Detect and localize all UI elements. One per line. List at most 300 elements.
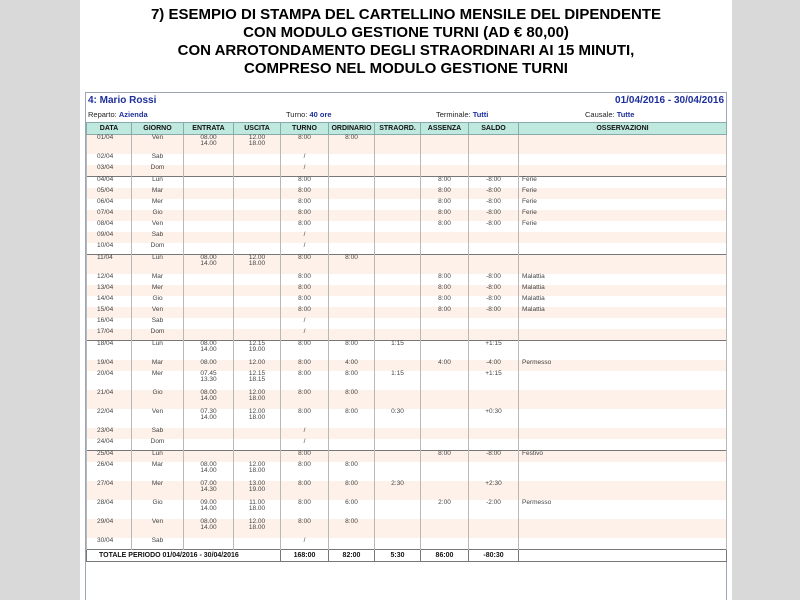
- cell-uscita: [234, 210, 281, 221]
- totals-osservazioni: [519, 550, 727, 562]
- turno-label: Turno:: [286, 110, 308, 119]
- cell-saldo: -8:00: [469, 296, 519, 307]
- cell-entrata: [184, 307, 234, 318]
- table-row: [87, 221, 727, 232]
- cell-osservazioni: Permesso: [519, 500, 727, 519]
- cell-day: Mer: [132, 371, 184, 390]
- cell-entrata: [184, 165, 234, 177]
- causale-field: [585, 110, 634, 119]
- cell-osservazioni: [519, 439, 727, 451]
- cell-straord: [375, 451, 421, 463]
- table-row: [87, 318, 727, 329]
- cell-ordinario: [329, 274, 375, 285]
- cell-assenza: [421, 154, 469, 165]
- cell-entrata: [184, 439, 234, 451]
- cell-date: 22/04: [87, 409, 132, 428]
- cell-assenza: [421, 519, 469, 538]
- cell-date: 18/04: [87, 341, 132, 361]
- cell-day: Ven: [132, 519, 184, 538]
- cell-ordinario: [329, 318, 375, 329]
- cell-osservazioni: Malattia: [519, 307, 727, 318]
- cell-assenza: [421, 538, 469, 550]
- table-row: [87, 296, 727, 307]
- col-header-uscita: USCITA: [234, 123, 281, 135]
- cell-uscita: 12.00 18.00: [234, 519, 281, 538]
- cell-osservazioni: [519, 243, 727, 255]
- cell-date: 14/04: [87, 296, 132, 307]
- cell-turno: /: [281, 329, 329, 341]
- cell-osservazioni: [519, 519, 727, 538]
- cell-straord: [375, 243, 421, 255]
- table-row: [87, 177, 727, 189]
- cell-date: 28/04: [87, 500, 132, 519]
- monthly-timecard: [85, 92, 727, 600]
- cell-turno: /: [281, 154, 329, 165]
- cell-ordinario: 8:00: [329, 409, 375, 428]
- cell-turno: /: [281, 243, 329, 255]
- cell-entrata: [184, 243, 234, 255]
- cell-straord: [375, 538, 421, 550]
- cell-straord: [375, 274, 421, 285]
- cell-osservazioni: Ferie: [519, 177, 727, 189]
- cell-straord: 1:15: [375, 371, 421, 390]
- cell-uscita: [234, 329, 281, 341]
- totals-turno: 168:00: [281, 550, 329, 562]
- cell-entrata: [184, 154, 234, 165]
- cell-saldo: +1:15: [469, 371, 519, 390]
- cell-osservazioni: [519, 371, 727, 390]
- cell-assenza: 4:00: [421, 360, 469, 371]
- table-row: [87, 274, 727, 285]
- cell-uscita: [234, 274, 281, 285]
- cell-uscita: 13.00 19.00: [234, 481, 281, 500]
- cell-saldo: -8:00: [469, 451, 519, 463]
- cell-entrata: 07.45 13.30: [184, 371, 234, 390]
- cell-osservazioni: Permesso: [519, 360, 727, 371]
- cell-uscita: [234, 154, 281, 165]
- cell-straord: [375, 232, 421, 243]
- cell-assenza: 8:00: [421, 188, 469, 199]
- cell-straord: [375, 519, 421, 538]
- cell-entrata: 08.00 14.00: [184, 255, 234, 275]
- reparto-label: Reparto:: [88, 110, 117, 119]
- cell-ordinario: 4:00: [329, 360, 375, 371]
- cell-straord: [375, 255, 421, 275]
- cell-ordinario: [329, 188, 375, 199]
- cell-entrata: 08.00 14.00: [184, 462, 234, 481]
- cell-osservazioni: [519, 462, 727, 481]
- totals-label: TOTALE PERIODO 01/04/2016 - 30/04/2016: [87, 550, 281, 562]
- causale-label: Causale:: [585, 110, 615, 119]
- cell-turno: 8:00: [281, 285, 329, 296]
- cell-osservazioni: Ferie: [519, 199, 727, 210]
- cell-day: Dom: [132, 243, 184, 255]
- cell-entrata: 08.00: [184, 360, 234, 371]
- cell-osservazioni: Festivo: [519, 451, 727, 463]
- cell-date: 15/04: [87, 307, 132, 318]
- cell-straord: [375, 177, 421, 189]
- table-row: [87, 285, 727, 296]
- cell-day: Sab: [132, 154, 184, 165]
- cell-ordinario: 8:00: [329, 519, 375, 538]
- cell-saldo: -8:00: [469, 177, 519, 189]
- cell-date: 25/04: [87, 451, 132, 463]
- cell-assenza: 8:00: [421, 210, 469, 221]
- cell-uscita: [234, 296, 281, 307]
- cell-assenza: [421, 439, 469, 451]
- cell-osservazioni: Ferie: [519, 188, 727, 199]
- table-row: [87, 154, 727, 165]
- cell-day: Lun: [132, 451, 184, 463]
- table-row: [87, 371, 727, 390]
- cell-turno: 8:00: [281, 481, 329, 500]
- cell-turno: 8:00: [281, 274, 329, 285]
- cell-day: Mer: [132, 481, 184, 500]
- cell-date: 20/04: [87, 371, 132, 390]
- cell-saldo: [469, 329, 519, 341]
- col-header-entrata: ENTRATA: [184, 123, 234, 135]
- cell-day: Gio: [132, 296, 184, 307]
- cell-assenza: [421, 371, 469, 390]
- cell-saldo: [469, 390, 519, 409]
- cell-straord: [375, 154, 421, 165]
- cell-turno: 8:00: [281, 390, 329, 409]
- cell-entrata: 08.00 14.00: [184, 390, 234, 409]
- cell-turno: 8:00: [281, 341, 329, 361]
- cell-uscita: 12.00 18.00: [234, 462, 281, 481]
- terminale-label: Terminale:: [436, 110, 471, 119]
- cell-saldo: [469, 135, 519, 155]
- cell-osservazioni: [519, 165, 727, 177]
- cell-day: Ven: [132, 135, 184, 155]
- cell-assenza: 8:00: [421, 296, 469, 307]
- cell-ordinario: [329, 307, 375, 318]
- cell-assenza: 8:00: [421, 451, 469, 463]
- table-row: [87, 199, 727, 210]
- cell-entrata: [184, 274, 234, 285]
- cell-date: 02/04: [87, 154, 132, 165]
- cell-uscita: [234, 318, 281, 329]
- cell-straord: [375, 390, 421, 409]
- cell-osservazioni: [519, 428, 727, 439]
- cell-straord: [375, 318, 421, 329]
- cell-straord: [375, 285, 421, 296]
- cell-saldo: -8:00: [469, 307, 519, 318]
- cell-date: 09/04: [87, 232, 132, 243]
- cell-osservazioni: [519, 538, 727, 550]
- cell-day: Ven: [132, 221, 184, 232]
- cell-osservazioni: [519, 154, 727, 165]
- table-row: [87, 451, 727, 463]
- col-header-turno: TURNO: [281, 123, 329, 135]
- cell-assenza: 8:00: [421, 177, 469, 189]
- cell-assenza: [421, 135, 469, 155]
- table-row: [87, 428, 727, 439]
- title-line-3: CON ARROTONDAMENTO DEGLI STRAORDINARI AI 15 MINUTI,: [177, 42, 635, 59]
- cell-osservazioni: [519, 409, 727, 428]
- cell-assenza: [421, 232, 469, 243]
- col-header-assenza: ASSENZA: [421, 123, 469, 135]
- cell-date: 26/04: [87, 462, 132, 481]
- table-row: [87, 210, 727, 221]
- cell-entrata: [184, 221, 234, 232]
- cell-date: 07/04: [87, 210, 132, 221]
- cell-day: Mar: [132, 274, 184, 285]
- cell-uscita: [234, 243, 281, 255]
- cell-ordinario: [329, 538, 375, 550]
- cell-ordinario: 8:00: [329, 371, 375, 390]
- cell-uscita: [234, 188, 281, 199]
- cell-entrata: [184, 318, 234, 329]
- cell-date: 05/04: [87, 188, 132, 199]
- cell-uscita: 12.00 18.00: [234, 409, 281, 428]
- cell-entrata: [184, 538, 234, 550]
- title-line-4: COMPRESO NEL MODULO GESTIONE TURNI: [244, 60, 568, 77]
- table-row: [87, 481, 727, 500]
- cell-day: Ven: [132, 307, 184, 318]
- totals-ordinario: 82:00: [329, 550, 375, 562]
- totals-saldo: -80:30: [469, 550, 519, 562]
- cell-day: Mar: [132, 360, 184, 371]
- cell-turno: 8:00: [281, 177, 329, 189]
- cell-assenza: [421, 462, 469, 481]
- terminale-field: [436, 110, 488, 119]
- table-row: [87, 500, 727, 519]
- cell-date: 19/04: [87, 360, 132, 371]
- reparto-value: Azienda: [118, 110, 148, 119]
- cell-osservazioni: [519, 135, 727, 155]
- cell-uscita: [234, 177, 281, 189]
- table-row: [87, 329, 727, 341]
- cell-saldo: [469, 232, 519, 243]
- filter-info-row: [88, 109, 724, 121]
- cell-osservazioni: [519, 255, 727, 275]
- cell-ordinario: [329, 199, 375, 210]
- cell-date: 06/04: [87, 199, 132, 210]
- cell-straord: [375, 188, 421, 199]
- cell-saldo: -8:00: [469, 221, 519, 232]
- cell-straord: [375, 210, 421, 221]
- cell-saldo: [469, 519, 519, 538]
- cell-date: 04/04: [87, 177, 132, 189]
- cell-assenza: 8:00: [421, 221, 469, 232]
- cell-assenza: [421, 318, 469, 329]
- cell-day: Sab: [132, 232, 184, 243]
- cell-turno: 8:00: [281, 409, 329, 428]
- cell-osservazioni: Malattia: [519, 296, 727, 307]
- table-row: [87, 341, 727, 361]
- cell-uscita: [234, 165, 281, 177]
- cell-date: 01/04: [87, 135, 132, 155]
- table-row: [87, 232, 727, 243]
- cell-ordinario: [329, 439, 375, 451]
- cell-turno: /: [281, 538, 329, 550]
- cell-osservazioni: Ferie: [519, 210, 727, 221]
- cell-entrata: [184, 329, 234, 341]
- cell-entrata: 09.00 14.00: [184, 500, 234, 519]
- cell-date: 10/04: [87, 243, 132, 255]
- cell-assenza: [421, 341, 469, 361]
- cell-turno: 8:00: [281, 255, 329, 275]
- cell-entrata: [184, 177, 234, 189]
- cell-saldo: -8:00: [469, 199, 519, 210]
- cell-saldo: [469, 243, 519, 255]
- cell-turno: 8:00: [281, 500, 329, 519]
- cell-osservazioni: Ferie: [519, 221, 727, 232]
- cell-date: 13/04: [87, 285, 132, 296]
- totals-assenza: 86:00: [421, 550, 469, 562]
- col-header-saldo: SALDO: [469, 123, 519, 135]
- table-row: [87, 307, 727, 318]
- cell-day: Mar: [132, 188, 184, 199]
- cell-assenza: 2:00: [421, 500, 469, 519]
- table-row: [87, 165, 727, 177]
- col-header-ordinario: ORDINARIO: [329, 123, 375, 135]
- cell-saldo: -8:00: [469, 188, 519, 199]
- cell-day: Ven: [132, 409, 184, 428]
- cell-entrata: 07.30 14.00: [184, 409, 234, 428]
- table-row: [87, 439, 727, 451]
- cell-osservazioni: [519, 329, 727, 341]
- cell-straord: [375, 135, 421, 155]
- cell-uscita: [234, 285, 281, 296]
- cell-uscita: 12.00 18.00: [234, 390, 281, 409]
- document-page: [80, 0, 732, 600]
- cell-turno: 8:00: [281, 519, 329, 538]
- cell-uscita: [234, 538, 281, 550]
- document-title: [80, 6, 732, 78]
- cell-straord: [375, 221, 421, 232]
- employee-header: [88, 94, 724, 108]
- cell-assenza: 8:00: [421, 199, 469, 210]
- cell-turno: 8:00: [281, 462, 329, 481]
- employee-name: 4: Mario Rossi: [88, 95, 157, 106]
- cell-ordinario: 8:00: [329, 341, 375, 361]
- cell-saldo: -8:00: [469, 274, 519, 285]
- cell-saldo: +2:30: [469, 481, 519, 500]
- cell-turno: /: [281, 318, 329, 329]
- cell-uscita: 12.00: [234, 360, 281, 371]
- cell-ordinario: [329, 329, 375, 341]
- cell-turno: /: [281, 428, 329, 439]
- cell-ordinario: [329, 232, 375, 243]
- cell-osservazioni: [519, 341, 727, 361]
- title-line-1: 7) ESEMPIO DI STAMPA DEL CARTELLINO MENSILE DEL DIPENDENTE: [150, 6, 662, 23]
- cell-ordinario: [329, 177, 375, 189]
- table-row: [87, 390, 727, 409]
- cell-turno: 8:00: [281, 360, 329, 371]
- cell-ordinario: 6:00: [329, 500, 375, 519]
- cell-saldo: [469, 154, 519, 165]
- table-row: [87, 255, 727, 275]
- cell-uscita: 12.00 18.00: [234, 135, 281, 155]
- cell-ordinario: 8:00: [329, 255, 375, 275]
- table-row: [87, 360, 727, 371]
- cell-date: 23/04: [87, 428, 132, 439]
- cell-turno: 8:00: [281, 451, 329, 463]
- cell-day: Lun: [132, 341, 184, 361]
- reparto-field: [88, 110, 148, 119]
- cell-saldo: +0:30: [469, 409, 519, 428]
- col-header-straord: STRAORD.: [375, 123, 421, 135]
- cell-day: Mer: [132, 285, 184, 296]
- cell-date: 30/04: [87, 538, 132, 550]
- cell-uscita: 12.00 18.00: [234, 255, 281, 275]
- cell-assenza: [421, 165, 469, 177]
- cell-entrata: [184, 296, 234, 307]
- cell-uscita: 11.00 18.00: [234, 500, 281, 519]
- cell-assenza: [421, 255, 469, 275]
- cell-assenza: [421, 409, 469, 428]
- cell-ordinario: 8:00: [329, 481, 375, 500]
- cell-day: Sab: [132, 318, 184, 329]
- cell-ordinario: [329, 428, 375, 439]
- cell-entrata: 07.00 14.30: [184, 481, 234, 500]
- cell-saldo: [469, 428, 519, 439]
- cell-straord: [375, 307, 421, 318]
- cell-assenza: [421, 329, 469, 341]
- table-row: [87, 519, 727, 538]
- cell-entrata: [184, 428, 234, 439]
- cell-day: Dom: [132, 329, 184, 341]
- cell-straord: 1:15: [375, 341, 421, 361]
- table-row: [87, 409, 727, 428]
- cell-turno: /: [281, 439, 329, 451]
- cell-day: Dom: [132, 165, 184, 177]
- cell-saldo: [469, 318, 519, 329]
- cell-straord: [375, 428, 421, 439]
- cell-straord: [375, 462, 421, 481]
- cell-day: Gio: [132, 500, 184, 519]
- cell-day: Gio: [132, 210, 184, 221]
- table-row: [87, 243, 727, 255]
- cell-turno: 8:00: [281, 188, 329, 199]
- cell-day: Lun: [132, 255, 184, 275]
- cell-saldo: -2:00: [469, 500, 519, 519]
- cell-uscita: [234, 221, 281, 232]
- cell-straord: [375, 500, 421, 519]
- cell-saldo: [469, 165, 519, 177]
- cell-ordinario: [329, 221, 375, 232]
- turno-field: [286, 110, 332, 119]
- table-row: [87, 188, 727, 199]
- cell-day: Sab: [132, 538, 184, 550]
- cell-day: Mer: [132, 199, 184, 210]
- cell-date: 03/04: [87, 165, 132, 177]
- cell-osservazioni: [519, 481, 727, 500]
- cell-assenza: 8:00: [421, 285, 469, 296]
- cell-uscita: [234, 307, 281, 318]
- cell-osservazioni: [519, 390, 727, 409]
- col-header-giorno: GIORNO: [132, 123, 184, 135]
- cell-ordinario: 8:00: [329, 462, 375, 481]
- table-row: [87, 538, 727, 550]
- cell-assenza: [421, 243, 469, 255]
- cell-osservazioni: Malattia: [519, 274, 727, 285]
- cell-date: 12/04: [87, 274, 132, 285]
- totals-straord: 5:30: [375, 550, 421, 562]
- cell-saldo: [469, 462, 519, 481]
- cell-turno: 8:00: [281, 221, 329, 232]
- cell-date: 24/04: [87, 439, 132, 451]
- cell-entrata: [184, 199, 234, 210]
- cell-entrata: 08.00 14.00: [184, 519, 234, 538]
- cell-date: 27/04: [87, 481, 132, 500]
- col-header-osservazioni: OSSERVAZIONI: [519, 123, 727, 135]
- cell-saldo: [469, 255, 519, 275]
- cell-entrata: [184, 188, 234, 199]
- table-row: [87, 135, 727, 155]
